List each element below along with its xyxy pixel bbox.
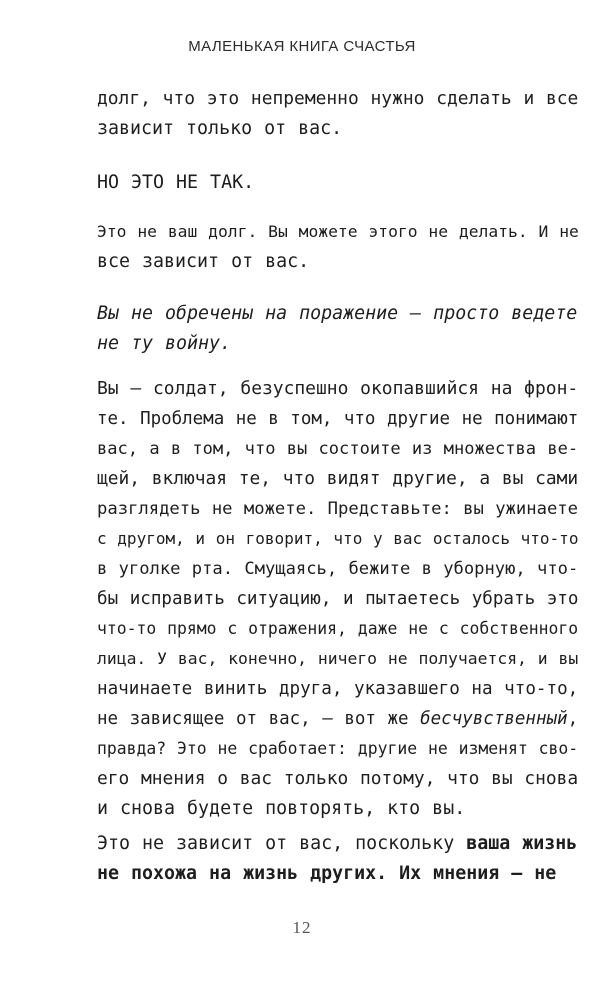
text-line: зависит только от вас.: [97, 118, 343, 139]
text-line: долг, что это непременно нужно сделать и все: [97, 88, 579, 109]
bold-text-line: не похожа на жизнь других. Их мнения — не: [97, 863, 557, 884]
text-line: все зависит от вас.: [97, 251, 310, 272]
text-line: Это не ваш долг. Вы можете этого не делать. И не: [97, 222, 579, 241]
page-number: 12: [292, 918, 312, 937]
running-title: МАЛЕНЬКАЯ КНИГА СЧАСТЬЯ: [188, 38, 416, 55]
text-line: начинаете винить друга, указавшего на что-то,: [97, 679, 579, 699]
text-line: вас, а в том, что вы состоите из множества ве-: [97, 439, 579, 459]
text-line-with-bold: [97, 829, 583, 859]
text-line: что-то прямо с отражения, даже не с собственного: [97, 619, 579, 638]
text-line: в уголке рта. Смущаясь, бежите в уборную, что-: [97, 559, 579, 579]
paragraph-3: [97, 217, 583, 277]
text-fragment: ,: [567, 709, 579, 729]
text-fragment: Это не зависит от вас, поскольку: [97, 833, 467, 854]
text-line: те. Проблема не в том, что другие не понимают: [97, 409, 579, 429]
text-line: с другом, и он говорит, что у вас осталось что-то: [97, 529, 579, 548]
paragraph-6: [97, 829, 583, 889]
text-line: Вы не обречены на поражение — просто ведете: [97, 303, 578, 324]
text-line: НО ЭТО НЕ ТАК.: [97, 172, 255, 193]
text-line: разглядеть не можете. Представьте: вы ужинаете: [97, 499, 578, 519]
bold-text: ваша жизнь: [466, 833, 578, 854]
text-line: щей, включая те, что видят другие, а вы сами: [97, 468, 579, 489]
text-line: его мнения о вас только потому, что вы снова: [97, 768, 579, 789]
paragraph-5: [97, 374, 583, 824]
paragraph-2: [97, 168, 583, 198]
text-fragment: не зависящее от вас, — вот же: [97, 709, 421, 729]
text-line-with-italic: [97, 704, 583, 734]
text-line: лица. У вас, конечно, ничего не получается, и вы: [97, 649, 579, 668]
text-line: Вы — солдат, безуспешно окопавшийся на фрон-: [97, 378, 579, 399]
paragraph-4-italic: [97, 299, 583, 359]
text-line: правда? Это не сработает: другие не изменят сво-: [97, 739, 579, 758]
text-line: и снова будете повторять, кто вы.: [97, 798, 466, 819]
paragraph-1: [97, 84, 583, 144]
text-line: не ту войну.: [97, 333, 232, 354]
italic-word: бесчувственный: [420, 709, 568, 729]
text-line: бы исправить ситуацию, и пытаетесь убрать это: [97, 589, 579, 609]
